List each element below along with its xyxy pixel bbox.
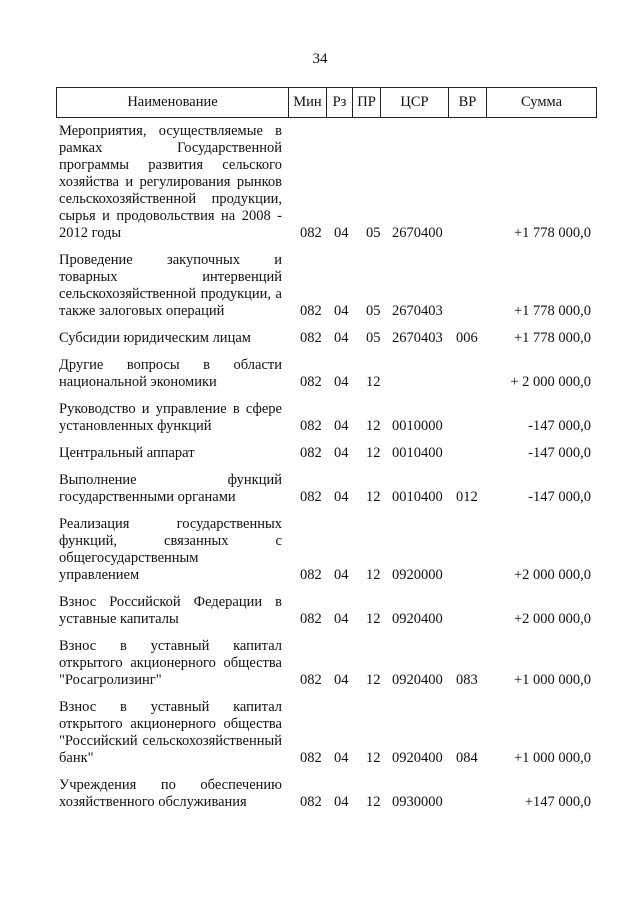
row-min: 082 <box>300 489 322 505</box>
row-pr: 12 <box>366 672 381 688</box>
row-vr: 012 <box>456 489 478 505</box>
row-pr: 12 <box>366 794 381 810</box>
row-rz: 04 <box>334 794 349 810</box>
table-row <box>56 777 597 811</box>
row-name: Взнос в уставный капитал открытого акционерного общества "Росагролизинг" <box>59 638 282 688</box>
row-sum: +1 778 000,0 <box>513 303 591 319</box>
header-name: Наименование <box>57 88 289 117</box>
row-rz: 04 <box>334 418 349 434</box>
row-pr: 12 <box>366 750 381 766</box>
row-vr: 006 <box>456 330 478 346</box>
table-row <box>56 252 597 320</box>
row-rz: 04 <box>334 445 349 461</box>
row-sum: +1 778 000,0 <box>513 225 591 241</box>
row-csr: 2670400 <box>392 225 443 241</box>
row-min: 082 <box>300 418 322 434</box>
row-name: Проведение закупочных и товарных интервенций сельскохозяйственной продукции, а также залоговых операций <box>59 252 282 319</box>
row-min: 082 <box>300 445 322 461</box>
row-sum: +1 000 000,0 <box>513 750 591 766</box>
table-row <box>56 401 597 435</box>
row-name: Мероприятия, осуществляемые в рамках Государственной программы развития сельского хозяйства и регулирования рынков сельскохозяйственной продукции, сырья и продовольствия на 2008 - 2012 годы <box>59 123 282 241</box>
row-csr: 2670403 <box>392 303 443 319</box>
row-csr: 2670403 <box>392 330 443 346</box>
row-csr: 0930000 <box>392 794 443 810</box>
row-min: 082 <box>300 225 322 241</box>
table-row <box>56 357 597 391</box>
row-name: Взнос Российской Федерации в уставные капиталы <box>59 594 282 627</box>
row-rz: 04 <box>334 374 349 390</box>
row-sum: + 2 000 000,0 <box>510 374 591 390</box>
row-rz: 04 <box>334 672 349 688</box>
row-sum: +1 778 000,0 <box>513 330 591 346</box>
header-rz: Рз <box>327 88 353 117</box>
row-csr: 0010400 <box>392 445 443 461</box>
table-row <box>56 472 597 506</box>
row-sum: +147 000,0 <box>524 794 591 810</box>
row-rz: 04 <box>334 611 349 627</box>
row-sum: +2 000 000,0 <box>513 611 591 627</box>
row-sum: -147 000,0 <box>528 418 591 434</box>
row-sum: +1 000 000,0 <box>513 672 591 688</box>
row-min: 082 <box>300 672 322 688</box>
table-row <box>56 699 597 767</box>
table-row <box>56 594 597 628</box>
row-rz: 04 <box>334 330 349 346</box>
row-min: 082 <box>300 611 322 627</box>
row-min: 082 <box>300 374 322 390</box>
row-vr: 083 <box>456 672 478 688</box>
row-sum: -147 000,0 <box>528 489 591 505</box>
header-sum: Сумма <box>520 94 563 110</box>
row-rz: 04 <box>334 750 349 766</box>
row-name: Взнос в уставный капитал открытого акционерного общества "Российский сельскохозяйственный банк" <box>59 699 282 766</box>
row-pr: 12 <box>366 489 381 505</box>
row-pr: 12 <box>366 374 381 390</box>
header-vr: ВР <box>449 88 487 117</box>
row-csr: 0010400 <box>392 489 443 505</box>
table-row <box>56 638 597 689</box>
row-csr: 0010000 <box>392 418 443 434</box>
row-csr: 0920400 <box>392 611 443 627</box>
row-min: 082 <box>300 330 322 346</box>
row-pr: 12 <box>366 445 381 461</box>
row-sum: +2 000 000,0 <box>513 567 591 583</box>
row-rz: 04 <box>334 567 349 583</box>
row-name: Выполнение функций государственными органами <box>59 472 282 505</box>
row-min: 082 <box>300 794 322 810</box>
row-min: 082 <box>300 567 322 583</box>
row-vr: 084 <box>456 750 478 766</box>
row-pr: 05 <box>366 330 381 346</box>
row-pr: 12 <box>366 567 381 583</box>
row-pr: 12 <box>366 611 381 627</box>
row-csr: 0920400 <box>392 672 443 688</box>
table-body <box>56 118 597 811</box>
row-min: 082 <box>300 750 322 766</box>
table-header <box>56 87 597 118</box>
header-pr: ПР <box>353 88 381 117</box>
row-name: Субсидии юридическим лицам <box>59 330 251 346</box>
row-name: Центральный аппарат <box>59 445 195 461</box>
row-name: Учреждения по обеспечению хозяйственного обслуживания <box>59 777 282 810</box>
row-pr: 05 <box>366 225 381 241</box>
row-pr: 12 <box>366 418 381 434</box>
table-row <box>56 445 597 462</box>
row-rz: 04 <box>334 225 349 241</box>
row-rz: 04 <box>334 489 349 505</box>
row-csr: 0920400 <box>392 750 443 766</box>
row-pr: 05 <box>366 303 381 319</box>
table-row <box>56 516 597 584</box>
header-csr: ЦСР <box>381 88 449 117</box>
table-row <box>56 123 597 242</box>
header-min: Мин <box>289 88 327 117</box>
row-name: Руководство и управление в сфере установленных функций <box>59 401 282 434</box>
table-row <box>56 330 597 347</box>
row-min: 082 <box>300 303 322 319</box>
row-name: Другие вопросы в области национальной экономики <box>59 357 282 390</box>
row-csr: 0920000 <box>392 567 443 583</box>
row-name: Реализация государственных функций, связанных с общегосударственным управлением <box>59 516 282 583</box>
row-rz: 04 <box>334 303 349 319</box>
row-sum: -147 000,0 <box>528 445 591 461</box>
page-number: 34 <box>312 51 328 67</box>
